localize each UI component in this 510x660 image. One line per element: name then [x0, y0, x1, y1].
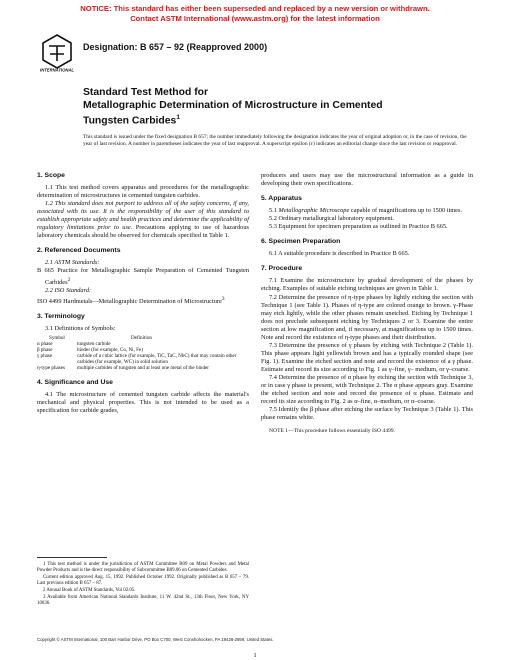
reference-b665-sup: 2 — [67, 276, 71, 283]
para-7-1: 7.1 Examine the microstructure by gradual development of the phases by etching. Examples of suitable etching techniques are given in Table 1. — [261, 277, 473, 293]
page-number: 1 — [253, 652, 257, 659]
para-2-1-text: 2.1 ASTM Standards: — [45, 259, 100, 267]
para-5-1-italic: Metallographic Microscope — [278, 207, 350, 215]
footnotes — [37, 562, 249, 607]
title-line-3 — [83, 112, 483, 128]
para-1-2-italic: 1.2 This standard does not purport to address all of the safety concerns, if any, associated with its use. It is the responsibility of the user of this standard to establish appropriate safety and health practices and determine the applicability of regulatory limitations prior to use. — [37, 200, 249, 232]
para-5-1 — [261, 207, 473, 215]
reference-iso4499 — [37, 295, 249, 306]
footnote-divider — [37, 557, 107, 558]
para-3-1: 3.1 Definitions of Symbols: — [45, 324, 116, 332]
section-1-heading: 1. Scope — [37, 172, 65, 179]
footnote-2: 2 Annual Book of ASTM Standards, Vol 02.05. — [43, 587, 136, 593]
svg-text:INTERNATIONAL: INTERNATIONAL — [40, 67, 74, 72]
title-line-3-text: Tungsten Carbides — [83, 115, 177, 127]
footnote-1-edition: Current edition approved Aug. 15, 1992. Published October 1992. Originally published as B 657 – 79. Last previous edition B 657 – 87. — [37, 574, 249, 587]
para-5-1-rest: capable of magnifications up to 1500 times. — [350, 207, 463, 215]
right-column — [261, 172, 473, 435]
reference-b665-text: B 665 Practice for Metallographic Sample Preparation of Cemented Tungsten Carbides — [37, 267, 249, 286]
document-title — [83, 87, 483, 128]
footnote-1: 1 This test method is under the jurisdiction of ASTM Committee B09 on Metal Powders and Metal Powder Products and is the direct responsibility of Subcommittee B09.06 on Cemented Carbides. — [37, 562, 249, 574]
para-2-2-text: 2.2 ISO Standard: — [45, 286, 92, 294]
designation-intro: This standard is issued under the fixed designation B 657; the number immediately following the designation indicates the year of original adoption or, in the case of revision, the year of last revision. A number in parentheses indicates the year of last reapproval. A superscript epsilon (ε) indicates an editorial change since the last revision or reapproval. — [83, 134, 467, 147]
symbol-row — [37, 365, 249, 371]
symbol-cell: η-type phases — [37, 365, 65, 372]
notice-line-1: NOTICE: This standard has either been superseded and replaced by a new version or withdrawn. — [80, 4, 430, 13]
reference-b665 — [37, 267, 249, 286]
left-column — [37, 172, 249, 415]
title-footnote-ref: 1 — [176, 114, 180, 121]
para-7-4: 7.4 Determine the presence of α phase by etching the section with Technique 3, or in case γ phase is present, with Technique 2. The α phase appears gray. Examine the etched section and note and record the presence of α phase. Estimate and record its size according to Fig. 2 as α–fine, α–medium, or α–coarse. — [261, 373, 473, 406]
reference-iso4499-sup: 3 — [221, 295, 225, 302]
symbol-col-header: Symbol — [49, 334, 65, 341]
section-3-heading: 3. Terminology — [37, 312, 85, 320]
para-5-3: 5.3 Equipment for specimen preparation as outlined in Practice B 665. — [269, 223, 448, 231]
symbol-cell: β phase — [37, 347, 53, 354]
section-6-heading: 6. Specimen Preparation — [261, 238, 341, 246]
title-line-1: Standard Test Method for — [83, 87, 209, 98]
para-5-1-num: 5.1 — [269, 207, 277, 215]
para-1-1: 1.1 This test method covers apparatus and procedures for the metallographic determination of microstructures in cemented tungsten carbides. — [37, 184, 249, 200]
para-6-1: 6.1 A suitable procedure is described in Practice B 665. — [269, 250, 410, 258]
definition-cell: carbide of a cubic lattice (for example, TiC, TaC, NbC) that may contain other carbides (for example, WC) in solid solution — [77, 353, 237, 366]
notice-line-2: Contact ASTM International (www.astm.org) for the latest information — [130, 13, 380, 23]
para-4-1: 4.1 The microstructure of cemented tungsten carbide affects the material's mechanical and physical properties. This is not intended to be used as a specification for carbide grades, — [37, 390, 249, 414]
section-4-heading: 4. Significance and Use — [37, 378, 113, 386]
para-2-1 — [37, 259, 249, 267]
para-5-2: 5.2 Ordinary metallurgical laboratory equipment. — [269, 215, 394, 223]
para-7-3: 7.3 Determine the presence of γ phases by etching with Technique 2 (Table 1). This phase appears light yellowish brown and has a typically rounded shape (see Fig. 1). Examine the etched section and note and record the existence of a γ phase. Estimate and record its size according to Fig. 1 as γ–fine, γ– medium, or γ–coarse. — [261, 341, 473, 373]
withdrawal-notice — [0, 4, 510, 23]
section-2-heading: 2. Referenced Documents — [37, 247, 121, 255]
para-1-2-rest: Precautions applying to use of hazardous laboratory chemicals should be observed for chemicals specified in Table 1. — [37, 224, 249, 240]
symbol-cell: γ phase — [37, 353, 53, 360]
symbol-cell: α phase — [37, 341, 53, 348]
designation: Designation: B 657 – 92 (Reapproved 2000) — [83, 42, 268, 52]
footnote-3: 3 Available from American National Standards Institute, 11 W. 42nd St., 13th Floor, New York, NY 10036. — [37, 594, 249, 606]
section-7-heading: 7. Procedure — [261, 265, 303, 273]
definition-cell: binder (for example, Co, Ni, Fe) — [77, 347, 143, 354]
para-1-2 — [37, 200, 249, 240]
symbol-table — [37, 335, 249, 372]
symbol-row — [37, 353, 249, 365]
para-7-2: 7.2 Determine the presence of η-type phases by lightly etching the section with Technique 1 (see Table 1). Phases of η-type are colored orange to brown. γ-Phase may etch lightly, while the other phases remain unetched. Etching by Technique 1 does not preclude subsequent etching by Techniques 2 or 3. Examine the entire section at low magnification and, if necessary, at magnifications up to 1500 times. Note and record the existence of η-type phases and their distribution. — [261, 293, 473, 341]
reference-iso4499-text: ISO 4499 Hardmetals—Metallographic Determination of Microstructure — [37, 297, 222, 305]
copyright-line: Copyright © ASTM International, 100 Barr Harbor Drive, PO Box C700, West Conshohocken, PA 19428-2959, United States. — [37, 637, 274, 642]
astm-logo — [40, 34, 74, 72]
definition-cell: multiple carbides of tungsten and at least one metal of the binder — [77, 365, 209, 372]
title-line-2: Metallographic Determination of Microstructure in Cemented — [83, 99, 383, 111]
para-2-2 — [37, 287, 249, 295]
section-5-heading: 5. Apparatus — [261, 195, 302, 203]
definition-cell: tungsten carbide — [77, 341, 111, 348]
definition-col-header: Definition — [131, 334, 152, 341]
note-1: NOTE 1—This procedure follows essentially ISO 4499. — [269, 428, 395, 435]
para-7-5: 7.5 Identify the β phase after etching the surface by Technique 3 (Table 1). This phase remains white. — [261, 406, 473, 422]
para-4-1-continued: producers and users may use the microstructural information as a guide in developing their own specifications. — [261, 172, 473, 188]
